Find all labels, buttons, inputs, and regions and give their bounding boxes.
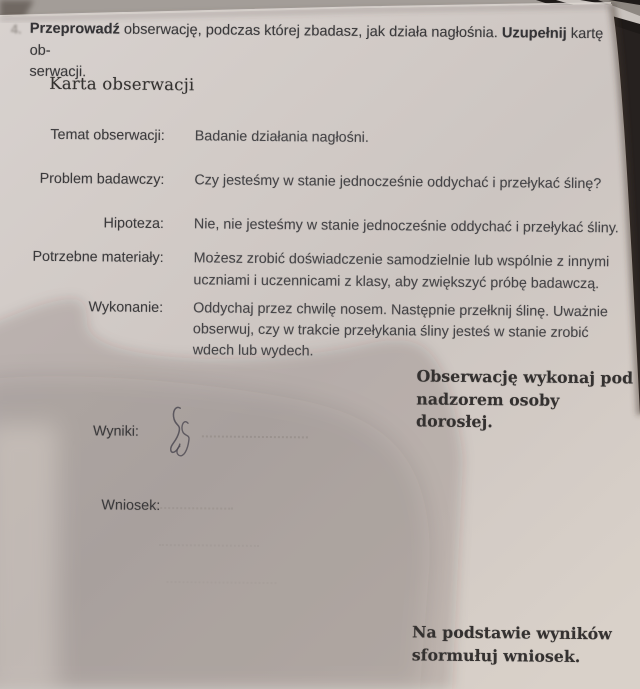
conclusion-label: Wniosek: — [101, 497, 161, 514]
field-value-wykonanie-line3: wdech lub wydech. — [192, 342, 314, 360]
field-value-materialy-line2: uczniami i uczennicami z klasy, aby zwiększyć próbę badawczą. — [193, 272, 600, 293]
footer-note-line1: Na podstawie wyników — [411, 622, 612, 644]
field-label-materialy: Potrzebne materiały: — [32, 248, 164, 267]
conclusion-answer-line-2 — [159, 544, 259, 547]
handwriting-scribble — [164, 404, 199, 460]
safety-note-line2: nadzorem osoby dorosłej. — [415, 388, 560, 432]
field-value-hipoteza: Nie, nie jesteśmy w stanie jednocześnie oddychać i przełykać śliny. — [193, 216, 619, 237]
card-title: Karta obserwacji — [49, 73, 195, 95]
instruction-tail: kartę ob- — [29, 25, 604, 59]
results-answer-line — [202, 435, 308, 438]
field-label-temat: Temat obserwacji: — [50, 126, 165, 145]
conclusion-answer-line-3 — [167, 581, 277, 584]
instruction-bold-verb-2: Uzupełnij — [501, 25, 567, 42]
field-value-temat: Badanie działania nagłośni. — [194, 128, 369, 146]
footer-note — [412, 621, 612, 668]
field-label-problem: Problem badawczy: — [39, 170, 165, 189]
safety-note — [416, 365, 637, 435]
task-number: 4. — [10, 21, 22, 37]
field-value-wykonanie-line1: Oddychaj przez chwilę nosem. Następnie przełknij ślinę. Uważnie — [193, 300, 609, 321]
instruction-middle: obserwację, podczas której zbadasz, jak działa nagłośnia. — [119, 21, 502, 42]
field-value-problem: Czy jesteśmy w stanie jednocześnie oddychać i przełykać ślinę? — [194, 172, 602, 193]
field-label-wykonanie: Wykonanie: — [88, 299, 164, 317]
instruction-line2: serwacji. — [29, 63, 87, 81]
field-label-hipoteza: Hipoteza: — [103, 215, 165, 233]
results-label: Wyniki: — [92, 423, 140, 440]
field-value-materialy-line1: Możesz zrobić doświadczenie samodzielnie lub wspólnie z innymi — [193, 250, 610, 271]
instruction-bold-verb: Przeprowadź — [29, 20, 120, 38]
safety-note-line1: Obserwację wykonaj pod — [416, 366, 634, 388]
footer-note-line2: sformułuj wniosek. — [411, 644, 581, 666]
field-value-wykonanie-line2: obserwuj, czy w trakcie przełykania śliny jesteś w stanie zrobić — [192, 321, 589, 342]
